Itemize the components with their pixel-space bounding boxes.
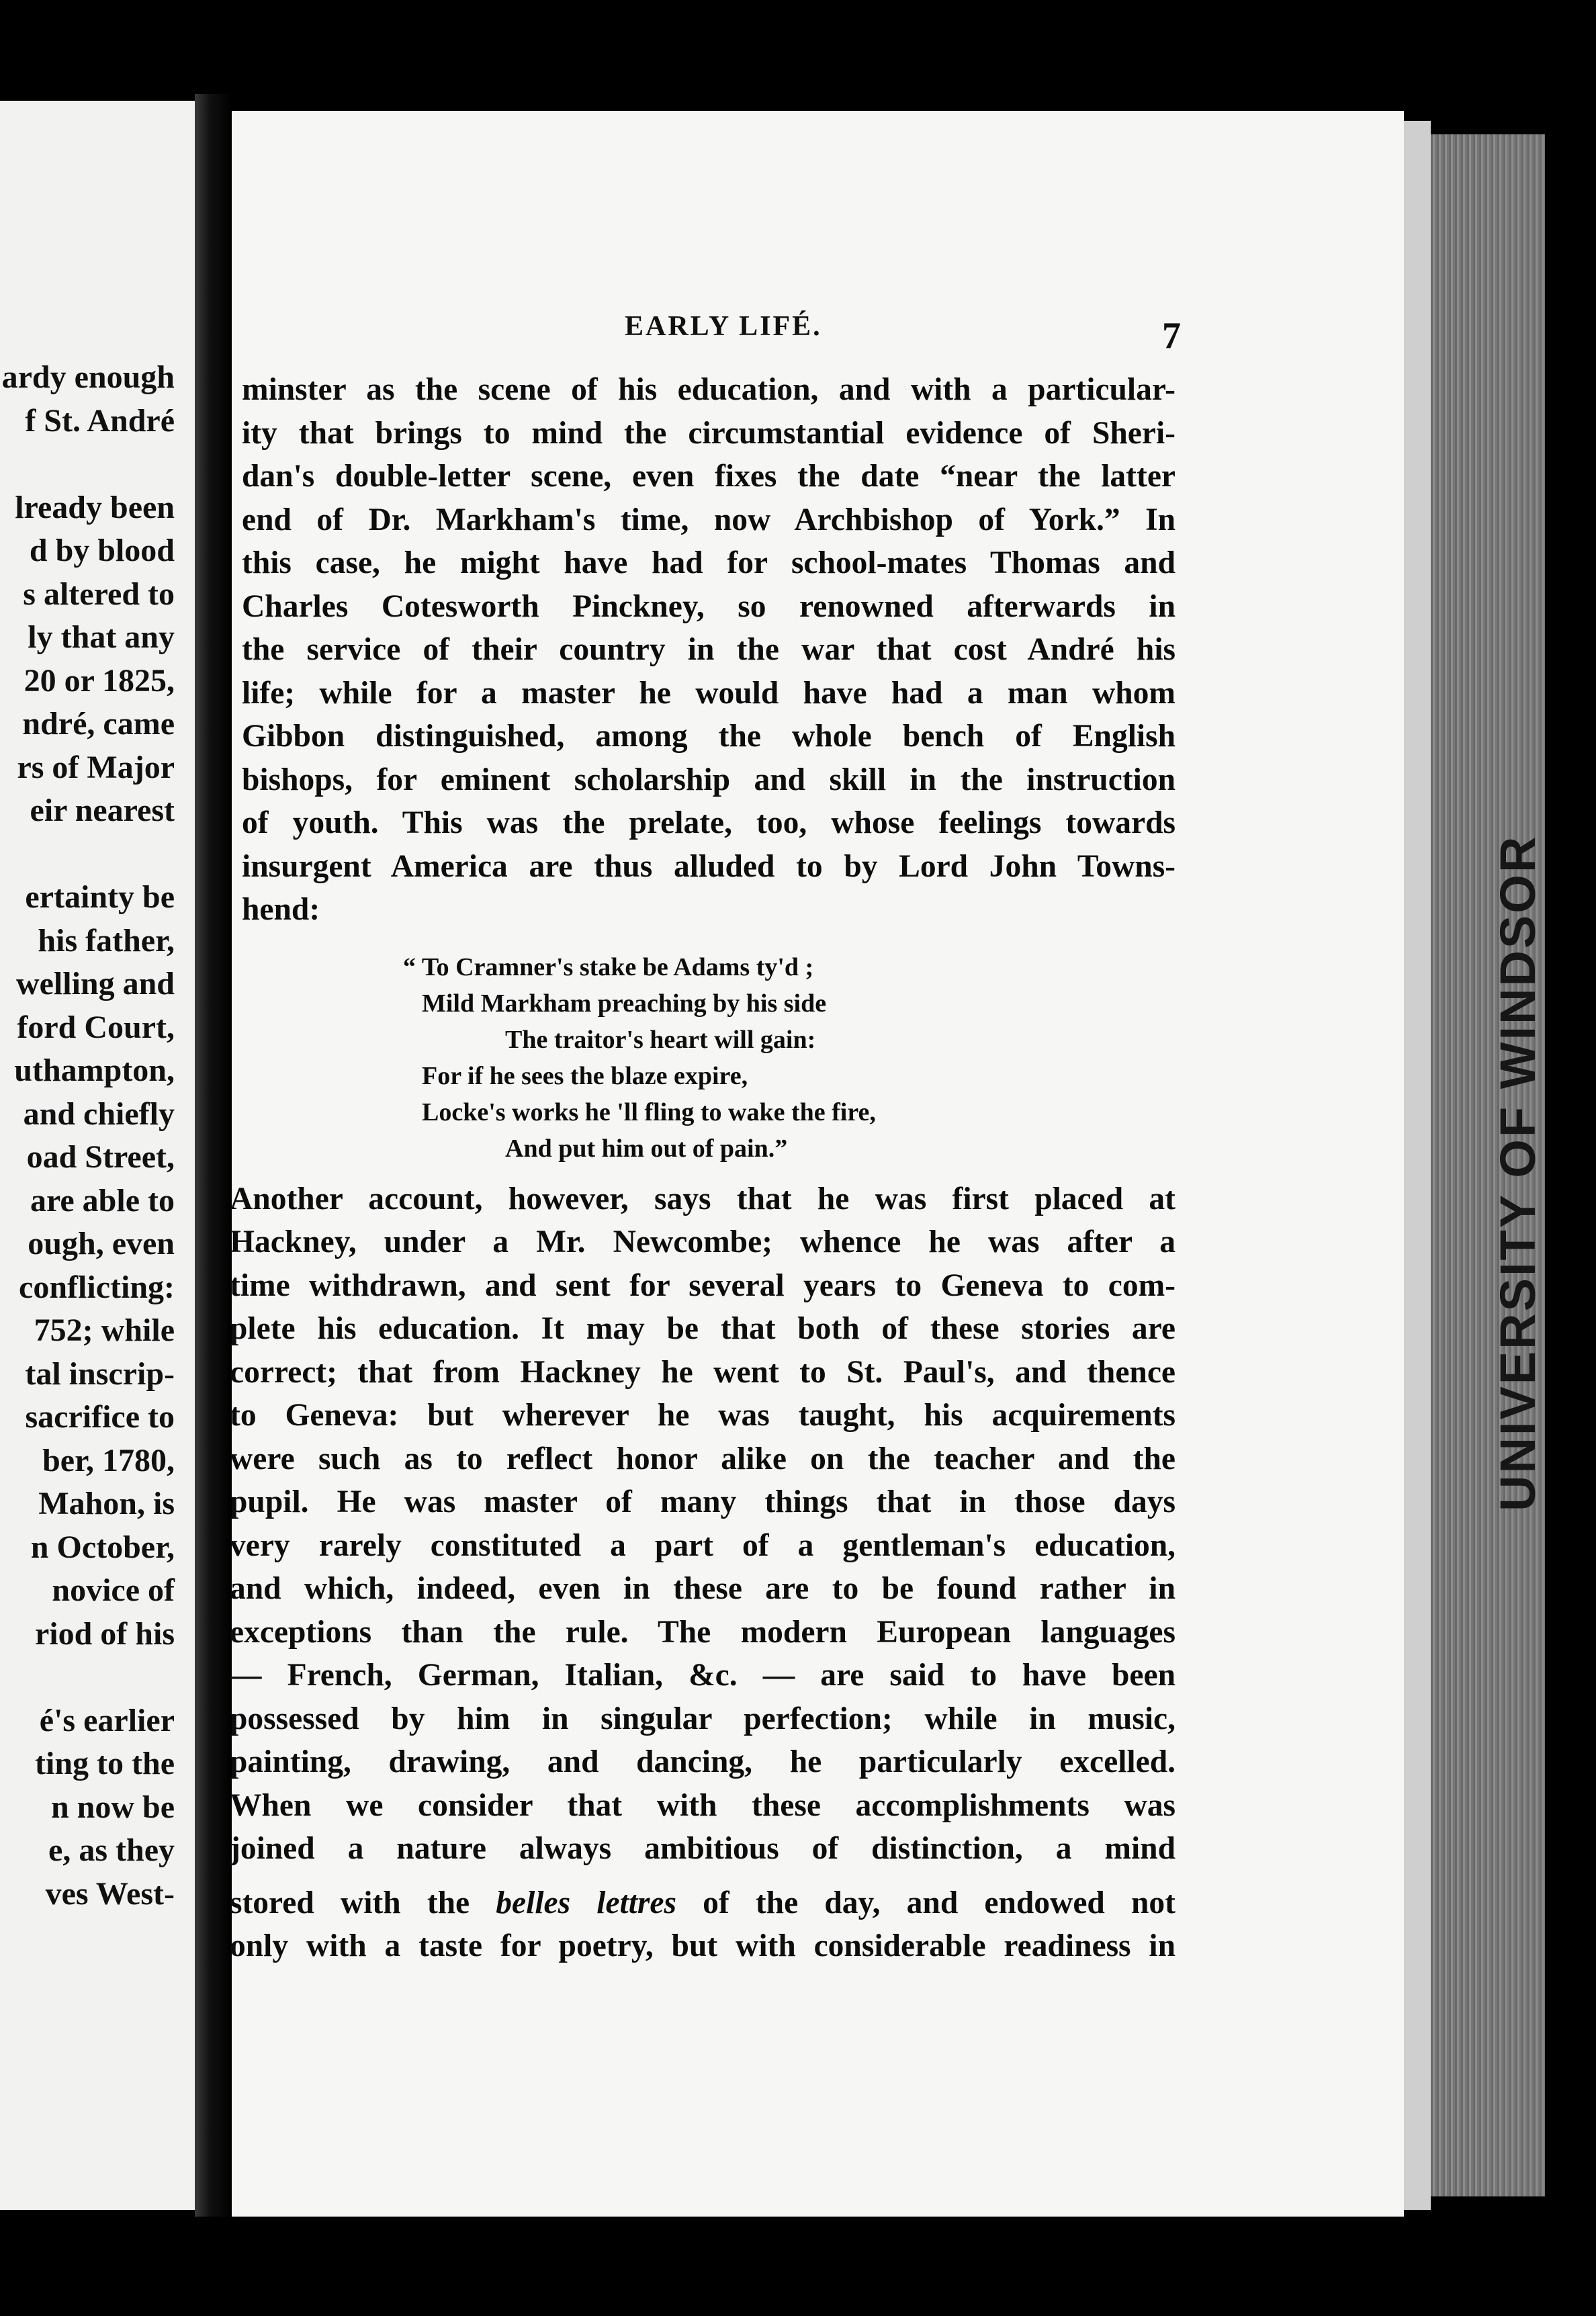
text-line: d by blood bbox=[29, 533, 175, 568]
text-line bbox=[0, 1656, 175, 1699]
text-line: dan's double-letter scene, even fixes the date “near the latter bbox=[242, 459, 1176, 494]
paragraph-2-continued bbox=[230, 1881, 1176, 1968]
text-line: ford Court, bbox=[17, 1009, 175, 1045]
text-line: sacrifice to bbox=[25, 1399, 175, 1435]
text-line: bishops, for eminent scholarship and skill in the instruction bbox=[242, 762, 1176, 797]
text-line: insurgent America are thus alluded to by Lord John Towns- bbox=[242, 848, 1176, 884]
text-line: ity that brings to mind the circumstantial evidence of Sheri- bbox=[242, 415, 1176, 451]
text-line: time withdrawn, and sent for several years to Geneva to com- bbox=[230, 1267, 1176, 1303]
book-gutter bbox=[195, 94, 232, 2217]
text-line: Another account, however, says that he was first placed at bbox=[230, 1181, 1176, 1216]
text-line: hend: bbox=[242, 892, 320, 927]
text-line: end of Dr. Markham's time, now Archbishop of York.” In bbox=[242, 502, 1176, 537]
text-line: When we consider that with these accomplishments was bbox=[230, 1787, 1176, 1823]
text-line: Hackney, under a Mr. Newcombe; whence he was after a bbox=[230, 1224, 1176, 1259]
text-line: n now be bbox=[50, 1789, 175, 1825]
text-line: Gibbon distinguished, among the whole bench of English bbox=[242, 719, 1176, 754]
text-line: ting to the bbox=[35, 1746, 175, 1781]
text-line: ber, 1780, bbox=[42, 1442, 175, 1478]
text-line: were such as to reflect honor alike on the teacher and the bbox=[230, 1441, 1176, 1476]
text-run: of the day, and endowed not bbox=[676, 1885, 1176, 1920]
text-line: rs of Major bbox=[17, 749, 175, 785]
text-line: exceptions than the rule. The modern European languages bbox=[230, 1614, 1176, 1650]
text-line: “ To Cramner's stake be Adams ty'd ; bbox=[403, 952, 814, 981]
facing-page-text bbox=[0, 356, 175, 1916]
text-line: eir nearest bbox=[30, 793, 175, 828]
text-line: lready been bbox=[15, 489, 175, 525]
text-line: the service of their country in the war that cost André his bbox=[242, 632, 1176, 667]
text-line: and which, indeed, even in these are to be found rather in bbox=[230, 1571, 1176, 1606]
paragraph-1 bbox=[242, 368, 1176, 932]
text-line: s altered to bbox=[23, 576, 175, 612]
text-line: this case, he might have had for school-mates Thomas and bbox=[242, 545, 1176, 580]
verse-quotation bbox=[242, 949, 1176, 1167]
text-line bbox=[0, 833, 175, 877]
text-line: life; while for a master he would have had a man whom bbox=[242, 675, 1176, 711]
text-line: pupil. He was master of many things that in those days bbox=[230, 1484, 1176, 1519]
text-line: are able to bbox=[30, 1182, 175, 1218]
text-line: ly that any bbox=[28, 619, 175, 655]
text-line: welling and bbox=[15, 966, 175, 1001]
text-line: and chiefly bbox=[23, 1096, 175, 1132]
text-line: novice of bbox=[52, 1572, 175, 1608]
italic-phrase: belles lettres bbox=[496, 1885, 676, 1920]
text-line: ertainty be bbox=[25, 879, 175, 915]
text-line: painting, drawing, and dancing, he particularly excelled. bbox=[230, 1744, 1176, 1779]
text-line: f St. André bbox=[25, 402, 175, 439]
text-line: Charles Cotesworth Pinckney, so renowned afterwards in bbox=[242, 588, 1176, 624]
text-line: of youth. This was the prelate, too, whose feelings towards bbox=[242, 805, 1176, 840]
text-line: ardy enough bbox=[1, 359, 175, 395]
text-line: For if he sees the blaze expire, bbox=[422, 1061, 748, 1090]
text-line: his father, bbox=[38, 922, 175, 959]
text-line: Mahon, is bbox=[38, 1486, 175, 1521]
page-number: 7 bbox=[1162, 315, 1181, 357]
text-line: And put him out of pain.” bbox=[505, 1134, 788, 1163]
text-line: oad Street, bbox=[26, 1139, 175, 1175]
text-line: n October, bbox=[30, 1529, 175, 1565]
text-line: tal inscrip- bbox=[25, 1355, 175, 1392]
text-line: very rarely constituted a part of a gentleman's education, bbox=[230, 1527, 1176, 1563]
text-line: ndré, came bbox=[22, 706, 175, 742]
text-line: correct; that from Hackney he went to St. Paul's, and thence bbox=[230, 1354, 1176, 1390]
page-edge-shadow bbox=[1404, 121, 1431, 2210]
text-line: to Geneva: but wherever he was taught, his acquirements bbox=[230, 1398, 1176, 1433]
text-line: joined a nature always ambitious of distinction, a mind bbox=[230, 1831, 1176, 1866]
text-line: — French, German, Italian, &c. — are said to have been bbox=[230, 1658, 1176, 1693]
text-line: Mild Markham preaching by his side bbox=[422, 989, 827, 1018]
text-line: ough, even bbox=[28, 1226, 175, 1261]
paragraph-2 bbox=[230, 1177, 1176, 1871]
text-line: plete his education. It may be that both of these stories are bbox=[230, 1311, 1176, 1346]
text-line: é's earlier bbox=[39, 1702, 175, 1738]
text-line: The traitor's heart will gain: bbox=[505, 1025, 816, 1054]
text-line: 20 or 1825, bbox=[24, 662, 175, 699]
text-run: stored with the bbox=[230, 1885, 496, 1920]
text-line bbox=[230, 1881, 1176, 1925]
text-line: riod of his bbox=[34, 1615, 175, 1652]
text-line: minster as the scene of his education, and with a particular- bbox=[242, 372, 1176, 407]
text-line: only with a taste for poetry, but with considerable readiness in bbox=[230, 1928, 1176, 1963]
text-line: 752; while bbox=[34, 1312, 175, 1348]
text-line: ves West- bbox=[45, 1875, 175, 1912]
text-line: conflicting: bbox=[19, 1269, 175, 1305]
text-line: e, as they bbox=[48, 1832, 175, 1868]
running-head: EARLY LIFÉ. bbox=[625, 311, 822, 342]
text-line: Locke's works he 'll fling to wake the fire, bbox=[422, 1098, 876, 1126]
facing-page-left bbox=[0, 101, 195, 2210]
text-line: possessed by him in singular perfection; while in music, bbox=[230, 1701, 1176, 1736]
page-body bbox=[230, 368, 1176, 1968]
library-stamp: UNIVERSITY OF WINDSOR bbox=[1490, 834, 1546, 1511]
text-line bbox=[0, 443, 175, 486]
text-line: uthampton, bbox=[14, 1053, 175, 1088]
